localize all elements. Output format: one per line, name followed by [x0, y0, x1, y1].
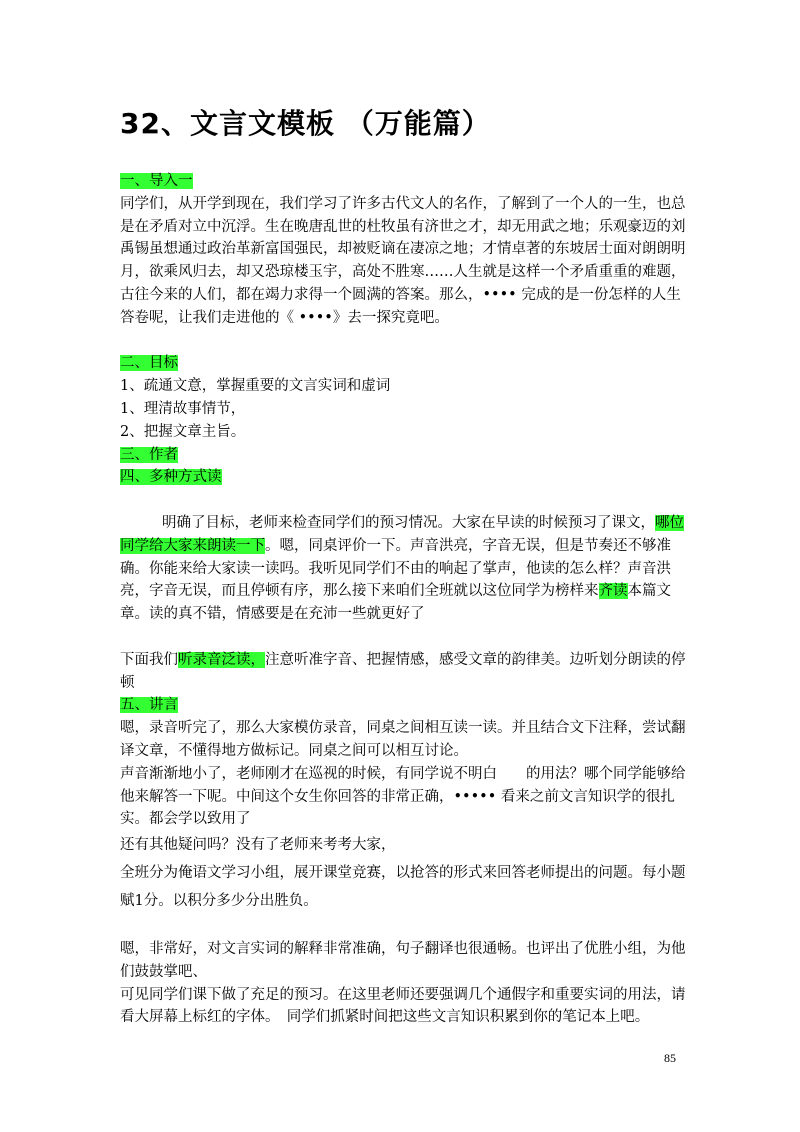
reading-paragraph-2 [120, 649, 690, 695]
lecture-paragraph: 嗯，录音听完了，那么大家模仿录音，同桌之间相互读一读。并且结合文下注释，尝试翻译文章，不懂得地方做标记。同桌之间可以相互讨论。 [120, 720, 686, 759]
page-number: 85 [664, 1051, 676, 1065]
section-heading-intro [120, 170, 690, 193]
highlighted-heading: 五、讲言 [120, 697, 178, 714]
reading-text: 本篇文章。读的真不错，情感要是在充沛一些就更好了 [120, 583, 671, 623]
lecture-paragraph: 可见同学们课下做了充足的预习。在这里老师还要强调几个通假字和重要实词的用法，请看大屏幕上标红的字体。 同学们抓紧时间把这些文言知识积累到你的笔记本上吧。 [120, 986, 686, 1026]
blank-line [120, 489, 690, 512]
reading-paragraph-1 [120, 512, 690, 626]
highlighted-heading: 二、目标 [120, 355, 178, 372]
reading-text: 。嗯，同桌评价一下。声音洪亮，字音无误，但是节奏还不够准确。你能来给大家读一读吗。我听见同学们不由的响起了掌声，他读的怎么样？声音洪亮，字音无误，而且停顿有序，那么接下来咱们全班就以这位同学为榜样来 [120, 537, 671, 600]
reading-text: 注意听准字音、把握情感，感受文章的韵律美。边听划分朗读的停顿 [120, 651, 686, 691]
blank-line [120, 915, 690, 938]
lecture-paragraph: 全班分为俺语文学习小组，展开课堂竞赛，以抢答的形式来回答老师提出的问题。每小题赋1分。以积分多少分出胜负。 [120, 865, 686, 910]
intro-paragraph: 同学们，从开学到现在，我们学习了许多古代文人的名作，了解到了一个人的一生，也总是在矛盾对立中沉浮。生在晚唐乱世的杜牧虽有济世之才，却无用武之地；乐观豪迈的刘禹锡虽想通过政治革新富国强民，却被贬谪在凄凉之地；才情卓著的东坡居士面对朗朗明月，欲乘风归去，却又恐琼楼玉宇，高处不胜寒……人生就是这样一个矛盾重重的难题，古往今来的人们，都在竭力求得一个圆满的答案。那么，•••• 完成的是一份怎样的人生答卷呢，让我们走进他的《 ••••》去一探究竟吧。 [120, 195, 686, 326]
page-title: 32、文言文模板 （万能篇） [120, 107, 491, 140]
section-heading-author [120, 444, 690, 467]
highlighted-heading: 一、导入一 [120, 173, 193, 189]
section-heading-reading [120, 466, 690, 489]
goal-item: 1、理清故事情节， [120, 400, 246, 417]
highlighted-phrase: 齐读 [598, 583, 628, 600]
highlighted-phrase: 哪位同学给大家来朗读一下 [120, 514, 684, 554]
lecture-paragraph: 还有其他疑问吗？没有了老师来考考大家， [120, 837, 396, 854]
section-heading-lecture [120, 694, 690, 717]
document-body [120, 170, 690, 1029]
highlighted-heading: 四、多种方式读 [120, 469, 222, 486]
highlighted-heading: 三、作者 [120, 446, 178, 463]
goal-item: 1、疏通文意，掌握重要的文言实词和虚词 [120, 378, 391, 395]
blank-line [120, 626, 690, 649]
reading-text: 下面我们 [120, 651, 178, 668]
reading-text: 明确了目标，老师来检查同学们的预习情况。大家在早读的时候预习了课文， [162, 514, 655, 531]
section-heading-goals [120, 352, 690, 375]
lecture-paragraph: 嗯，非常好，对文言实词的解释非常准确，句子翻译也很通畅。也评出了优胜小组，为他们鼓鼓掌吧、 [120, 940, 686, 980]
blank-line [120, 330, 690, 353]
highlighted-phrase: 听录音泛读， [178, 651, 265, 668]
lecture-paragraph: 声音渐渐地小了，老师刚才在巡视的时候，有同学说不明白 的用法？哪个同学能够给他来解答一下呢。中间这个女生你回答的非常正确，••••• 看来之前文言知识学的很扎实。都会学以致用了 [120, 765, 686, 828]
goal-item: 2、把握文章主旨。 [120, 423, 246, 440]
